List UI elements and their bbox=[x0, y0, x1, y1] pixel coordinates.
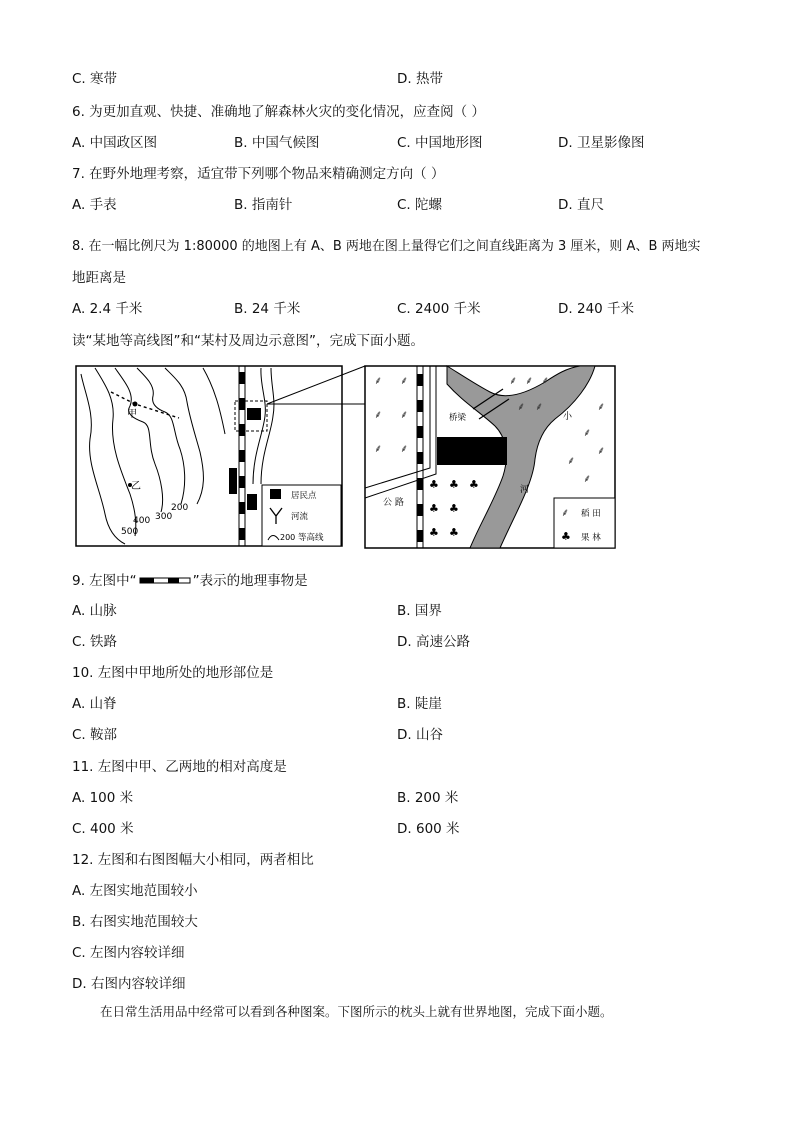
svg-text:♣: ♣ bbox=[449, 478, 459, 491]
q11-option-d: D. 600 米 bbox=[397, 821, 460, 837]
bridge-label: 桥梁 bbox=[449, 413, 467, 423]
q6-option-d: D. 卫星影像图 bbox=[558, 135, 645, 151]
q7-option-d: D. 直尺 bbox=[558, 197, 604, 213]
q10-stem: 10. 左图中甲地所处的地形部位是 bbox=[72, 665, 274, 681]
q11-stem: 11. 左图中甲、乙两地的相对高度是 bbox=[72, 759, 287, 775]
road-label-part: 公 路 bbox=[383, 498, 404, 508]
legend-settlement: 居民点 bbox=[291, 491, 317, 501]
svg-text:⸙: ⸙ bbox=[400, 374, 409, 387]
map-figure-svg bbox=[75, 364, 617, 550]
q9-stem: 9. 左图中“ ”表示的地理事物是 bbox=[72, 573, 308, 589]
village-map bbox=[365, 366, 615, 548]
q6-option-c: C. 中国地形图 bbox=[397, 135, 483, 151]
svg-text:♣: ♣ bbox=[449, 502, 459, 515]
map-figure bbox=[75, 364, 617, 550]
q5-option-d: D. 热带 bbox=[397, 71, 443, 87]
q8-stem-line2: 地距离是 bbox=[72, 270, 126, 286]
q7-option-a: A. 手表 bbox=[72, 197, 117, 213]
legend-contour-value: 200 bbox=[280, 533, 296, 542]
svg-text:⸙: ⸙ bbox=[374, 374, 383, 387]
svg-text:⸙: ⸙ bbox=[400, 442, 409, 455]
svg-text:⸙: ⸙ bbox=[561, 506, 570, 519]
q11-option-b: B. 200 米 bbox=[397, 790, 459, 806]
q8-option-d: D. 240 千米 bbox=[558, 301, 635, 317]
q9-option-c: C. 铁路 bbox=[72, 634, 118, 650]
q6-option-a: A. 中国政区图 bbox=[72, 135, 158, 151]
svg-text:⸙: ⸙ bbox=[567, 454, 576, 467]
svg-text:⸙: ⸙ bbox=[374, 442, 383, 455]
q9-option-d: D. 高速公路 bbox=[397, 634, 470, 650]
railway-symbol-icon bbox=[139, 576, 191, 586]
contour-label-500: 500 bbox=[121, 527, 139, 537]
q6-option-b: B. 中国气候图 bbox=[234, 135, 320, 151]
q10-option-b: B. 陡崖 bbox=[397, 696, 442, 712]
legend-rice: 稻 田 bbox=[581, 509, 601, 519]
q11-option-c: C. 400 米 bbox=[72, 821, 134, 837]
svg-text:♣: ♣ bbox=[429, 502, 439, 515]
svg-text:⸙: ⸙ bbox=[597, 444, 606, 457]
reading-intro: 读“某地等高线图”和“某村及周边示意图”，完成下面小题。 bbox=[72, 333, 424, 349]
q12-stem: 12. 左图和右图图幅大小相同，两者相比 bbox=[72, 852, 314, 868]
svg-text:⸙: ⸙ bbox=[374, 408, 383, 421]
contour-label-400: 400 bbox=[133, 516, 151, 526]
next-section-intro: 在日常生活用品中经常可以看到各种图案。下图所示的枕头上就有世界地图，完成下面小题。 bbox=[100, 1004, 613, 1019]
q10-option-a: A. 山脊 bbox=[72, 696, 117, 712]
river-label-he: 河 bbox=[520, 485, 530, 495]
svg-text:⸙: ⸙ bbox=[509, 374, 518, 387]
q10-option-c: C. 鞍部 bbox=[72, 727, 118, 743]
svg-text:⸙: ⸙ bbox=[400, 408, 409, 421]
svg-text:⸙: ⸙ bbox=[525, 374, 534, 387]
legend-river: 河流 bbox=[291, 512, 309, 522]
place-yi-label: 乙 bbox=[131, 481, 141, 492]
q12-option-a: A. 左图实地范围较小 bbox=[72, 883, 198, 899]
q8-option-c: C. 2400 千米 bbox=[397, 301, 481, 317]
q12-option-d: D. 右图内容较详细 bbox=[72, 976, 186, 992]
svg-text:♣: ♣ bbox=[561, 530, 571, 543]
q9-option-a: A. 山脉 bbox=[72, 603, 117, 619]
legend-contour: 等高线 bbox=[298, 533, 324, 543]
q7-option-c: C. 陀螺 bbox=[397, 197, 443, 213]
svg-text:⸙: ⸙ bbox=[541, 374, 550, 387]
q7-stem: 7. 在野外地理考察，适宜带下列哪个物品来精确测定方向（ ） bbox=[72, 166, 445, 182]
contour-map bbox=[76, 366, 342, 546]
svg-text:⸙: ⸙ bbox=[583, 426, 592, 439]
q5-option-c: C. 寒带 bbox=[72, 71, 118, 87]
contour-label-300: 300 bbox=[155, 512, 173, 522]
river-label-xiao: 小 bbox=[563, 412, 573, 422]
q8-stem-line1: 8. 在一幅比例尺为 1:80000 的地图上有 A、B 两地在图上量得它们之间直线距离为 3 厘米，则 A、B 两地实 bbox=[72, 239, 701, 254]
q10-option-d: D. 山谷 bbox=[397, 727, 443, 743]
q8-option-a: A. 2.4 千米 bbox=[72, 301, 143, 317]
q12-option-c: C. 左图内容较详细 bbox=[72, 945, 185, 961]
q12-option-b: B. 右图实地范围较大 bbox=[72, 914, 198, 930]
legend-orchard: 果 林 bbox=[581, 533, 601, 543]
svg-text:⸙: ⸙ bbox=[535, 400, 544, 413]
svg-text:♣: ♣ bbox=[429, 526, 439, 539]
place-jia-label: 甲 bbox=[127, 409, 137, 420]
svg-text:♣: ♣ bbox=[429, 478, 439, 491]
contour-label-200: 200 bbox=[171, 503, 189, 513]
q11-option-a: A. 100 米 bbox=[72, 790, 134, 806]
svg-text:♣: ♣ bbox=[469, 478, 479, 491]
svg-text:⸙: ⸙ bbox=[583, 472, 592, 485]
q9-option-b: B. 国界 bbox=[397, 603, 442, 619]
svg-text:⸙: ⸙ bbox=[597, 400, 606, 413]
q6-stem: 6. 为更加直观、快捷、准确地了解森林火灾的变化情况，应查阅（ ） bbox=[72, 104, 485, 120]
svg-text:♣: ♣ bbox=[449, 526, 459, 539]
q7-option-b: B. 指南针 bbox=[234, 197, 293, 213]
svg-text:⸙: ⸙ bbox=[517, 400, 526, 413]
q8-option-b: B. 24 千米 bbox=[234, 301, 301, 317]
